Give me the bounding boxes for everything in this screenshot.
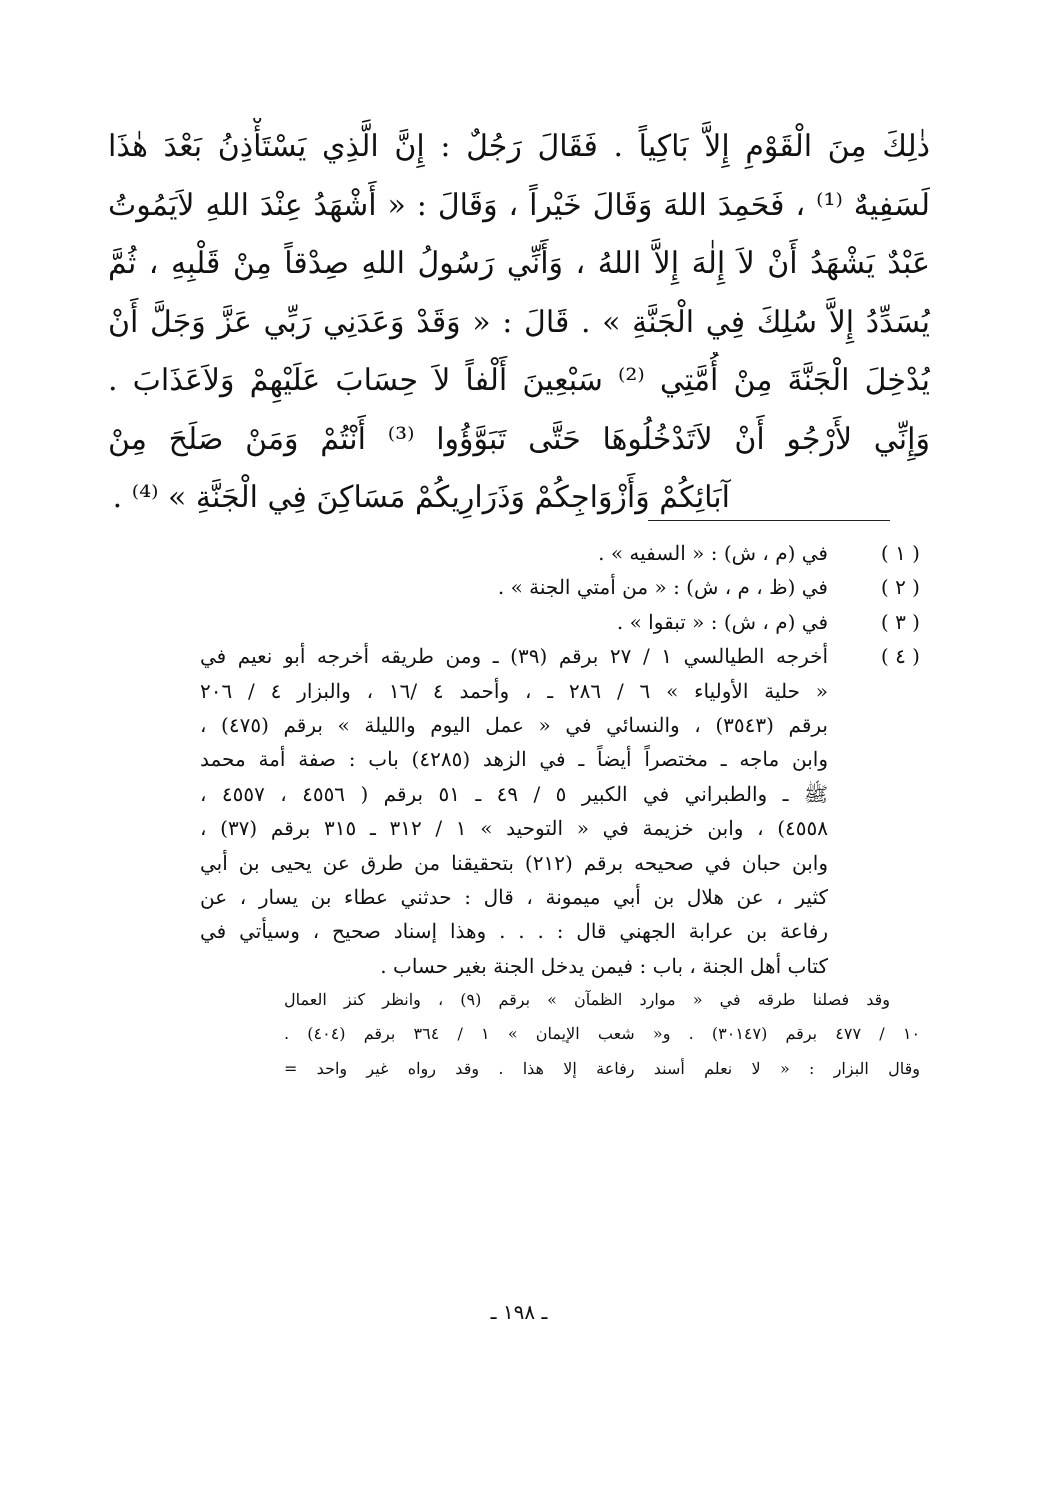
main-text-line: يُدْخِلَ الْجَنَّةَ مِنْ أُمَّتِي ⁽²⁾ سَبْعِينَ أَلْفاً لاَ حِسَابَ عَلَيْهِمْ وَلاَعَذَابَ . — [108, 363, 930, 398]
footnote-line: رفاعة بن عرابة الجهني قال : . . . وهذا إسناد صحيح ، وسيأتي في — [200, 919, 828, 944]
footnote-separator — [648, 520, 890, 521]
footnote-line: كتاب أهل الجنة ، باب : فيمن يدخل الجنة بغير حساب . — [380, 953, 828, 978]
footnote-line: « حلية الأولياء » ٦ / ٢٨٦ ـ ، وأحمد ٤ /١٦ ، والبزار ٤ / ٢٠٦ — [200, 678, 828, 703]
footnote-number: ( ٣ ) — [880, 609, 920, 634]
footnote-body — [200, 605, 828, 639]
footnote-body — [200, 536, 828, 570]
footnote-line: ﷺ ـ والطبراني في الكبير ٥ / ٤٩ ـ ٥١ برقم ( ٤٥٥٦ ، ٤٥٥٧ ، — [200, 781, 828, 806]
main-text-body — [108, 118, 930, 528]
footnote-line: برقم (٣٥٤٣) ، والنسائي في « عمل اليوم والليلة » برقم (٤٧٥) ، — [200, 712, 828, 737]
footnote-continuation — [284, 983, 920, 1086]
footnote-3 — [200, 605, 920, 639]
footnote-line: وابن حبان في صحيحه برقم (٢١٢) بتحقيقنا من طرق عن يحيى بن أبي — [200, 850, 828, 875]
footnote-number: ( ٢ ) — [880, 575, 920, 600]
footnote-line: وقد فصلنا طرقه في « موارد الظمآن » برقم (٩) ، وانظر كنز العمال — [284, 990, 891, 1010]
footnote-line: أخرجه الطيالسي ١ / ٢٧ برقم (٣٩) ـ ومن طريقه أخرجه أبو نعيم في — [200, 644, 828, 669]
main-text-line: وَإِنِّي لأَرْجُو أَنْ لاَتَدْخُلُوهَا حَتَّى تَبَوَّؤُوا ⁽³⁾ أَنْتُمْ وَمَنْ صَلَحَ مِنْ — [108, 421, 930, 457]
footnote-number: ( ١ ) — [880, 541, 920, 565]
footnote-line: في (م ، ش) : « تبقوا » . — [616, 609, 828, 634]
footnote-line: وقال البزار : « لا نعلم أسند رفاعة إلا هذا . وقد رواه غير واحد = — [284, 1058, 920, 1078]
footnote-line: كثير ، عن هلال بن أبي ميمونة ، قال : حدثني عطاء بن يسار ، عن — [200, 884, 828, 909]
footnote-2 — [200, 570, 920, 604]
main-text-line: لَسَفِيهٌ ⁽¹⁾ ، فَحَمِدَ اللهَ وَقَالَ خَيْراً ، وَقَالَ : « أَشْهَدُ عِنْدَ اللهِ لاَيَمُوتُ — [108, 187, 930, 223]
footnote-line: وابن ماجه ـ مختصراً أيضاً ـ في الزهد (٤٢٨٥) باب : صفة أمة محمد — [200, 747, 828, 772]
footnote-number: ( ٤ ) — [880, 644, 920, 669]
page-number: ـ ١٩٨ ـ — [490, 1300, 548, 1324]
footnote-body — [200, 570, 828, 604]
main-text-line: عَبْدٌ يَشْهَدُ أَنْ لاَ إِلٰهَ إِلاَّ اللهُ ، وَأَنِّي رَسُولُ اللهِ صِدْقاً مِنْ قَلْبِهِ ، ثُمَّ — [108, 246, 930, 281]
footnote-line: في (ظ ، م ، ش) : « من أمتي الجنة » . — [497, 575, 828, 600]
footnote-line: ٤٥٥٨) ، وابن خزيمة في « التوحيد » ١ / ٣١٢ ـ ٣١٥ برقم (٣٧) ، — [200, 816, 828, 841]
footnote-1 — [200, 536, 920, 570]
main-text-line: ذٰلِكَ مِنَ الْقَوْمِ إِلاَّ بَاكِياً . فَقَالَ رَجُلٌ : إِنَّ الَّذِي يَسْتَأْذِنُ بَعْدَ هٰذَا — [108, 129, 930, 164]
footnote-body — [200, 639, 828, 983]
footnote-4 — [200, 639, 920, 983]
main-text-line: آبَائِكُمْ وَأَزْوَاجِكُمْ وَذَرَارِيكُمْ مَسَاكِنَ فِي الْجَنَّةِ » ⁽⁴⁾ . — [112, 480, 730, 515]
footnote-line: ١٠ / ٤٧٧ برقم (٣٠١٤٧) . و« شعب الإيمان » ١ / ٣٦٤ برقم (٤٠٤) . — [284, 1024, 920, 1044]
main-text-line: يُسَدِّدُ إِلاَّ سُلِكَ فِي الْجَنَّةِ » . قَالَ : « وَقَدْ وَعَدَنِي رَبِّي عَزَّ وَجَلَّ أَنْ — [108, 304, 930, 340]
footnotes-section — [200, 536, 920, 1086]
footnote-line: في (م ، ش) : « السفيه » . — [598, 541, 828, 565]
